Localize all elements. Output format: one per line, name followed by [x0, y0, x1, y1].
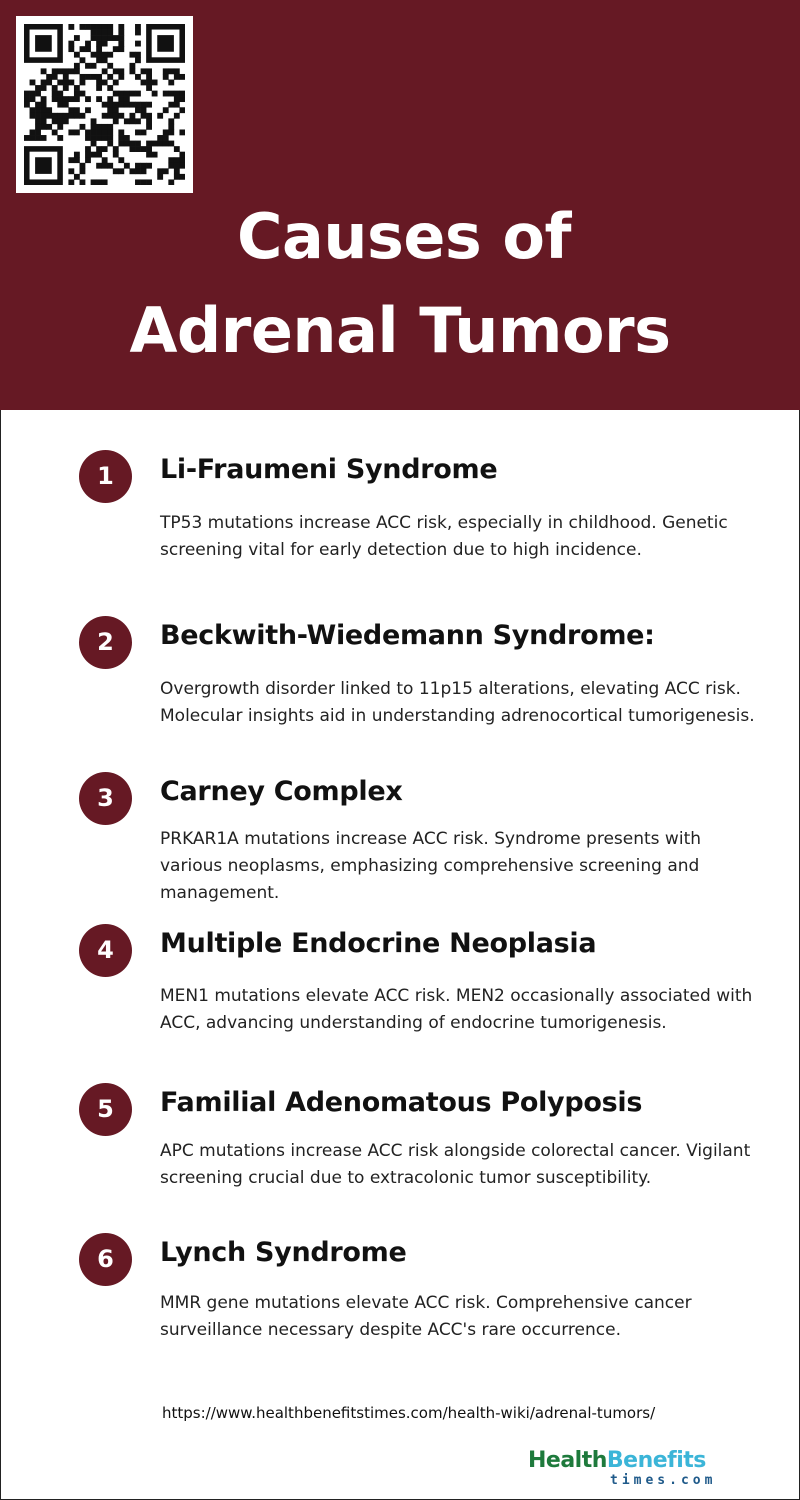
logo-benefits-text: Benefits [606, 1448, 706, 1473]
item-title: Familial Adenomatous Polyposis [160, 1087, 643, 1118]
item-description: APC mutations increase ACC risk alongside colorectal cancer. Vigilant screening crucial due to extracolonic tumor susceptibility. [160, 1141, 751, 1188]
item-title: Li-Fraumeni Syndrome [160, 454, 498, 485]
qr-code-icon [24, 24, 185, 185]
item-title: Carney Complex [160, 776, 403, 807]
qr-code [16, 16, 193, 193]
item-title: Multiple Endocrine Neoplasia [160, 928, 597, 959]
logo-wordmark [528, 1448, 706, 1473]
item-title: Beckwith-Wiedemann Syndrome: [160, 620, 655, 651]
item-number-badge: 4 [79, 924, 132, 977]
source-url[interactable]: https://www.healthbenefitstimes.com/health-wiki/adrenal-tumors/ [162, 1404, 656, 1422]
item-description: PRKAR1A mutations increase ACC risk. Syndrome presents with various neoplasms, emphasizing comprehensive screening and management. [160, 829, 702, 903]
item-number-badge: 3 [79, 772, 132, 825]
item-number-badge: 6 [79, 1233, 132, 1286]
item-description: Overgrowth disorder linked to 11p15 alterations, elevating ACC risk. Molecular insights aid in understanding adrenocortical tumorigenesis. [160, 679, 755, 726]
logo-times-text: times.com [610, 1473, 717, 1488]
title-line-1: Causes of [237, 200, 571, 273]
title-line-2: Adrenal Tumors [129, 294, 671, 367]
page-title [0, 190, 800, 378]
item-number-badge: 1 [79, 450, 132, 503]
header-banner [0, 0, 800, 410]
site-logo [528, 1448, 738, 1488]
item-number-badge: 2 [79, 616, 132, 669]
item-title: Lynch Syndrome [160, 1237, 407, 1268]
logo-health-text: Health [528, 1448, 607, 1473]
item-description: TP53 mutations increase ACC risk, especially in childhood. Genetic screening vital for early detection due to high incidence. [160, 513, 728, 560]
item-description: MMR gene mutations elevate ACC risk. Comprehensive cancer surveillance necessary despite ACC's rare occurrence. [160, 1293, 692, 1340]
item-description: MEN1 mutations elevate ACC risk. MEN2 occasionally associated with ACC, advancing understanding of endocrine tumorigenesis. [160, 986, 753, 1033]
item-number-badge: 5 [79, 1083, 132, 1136]
